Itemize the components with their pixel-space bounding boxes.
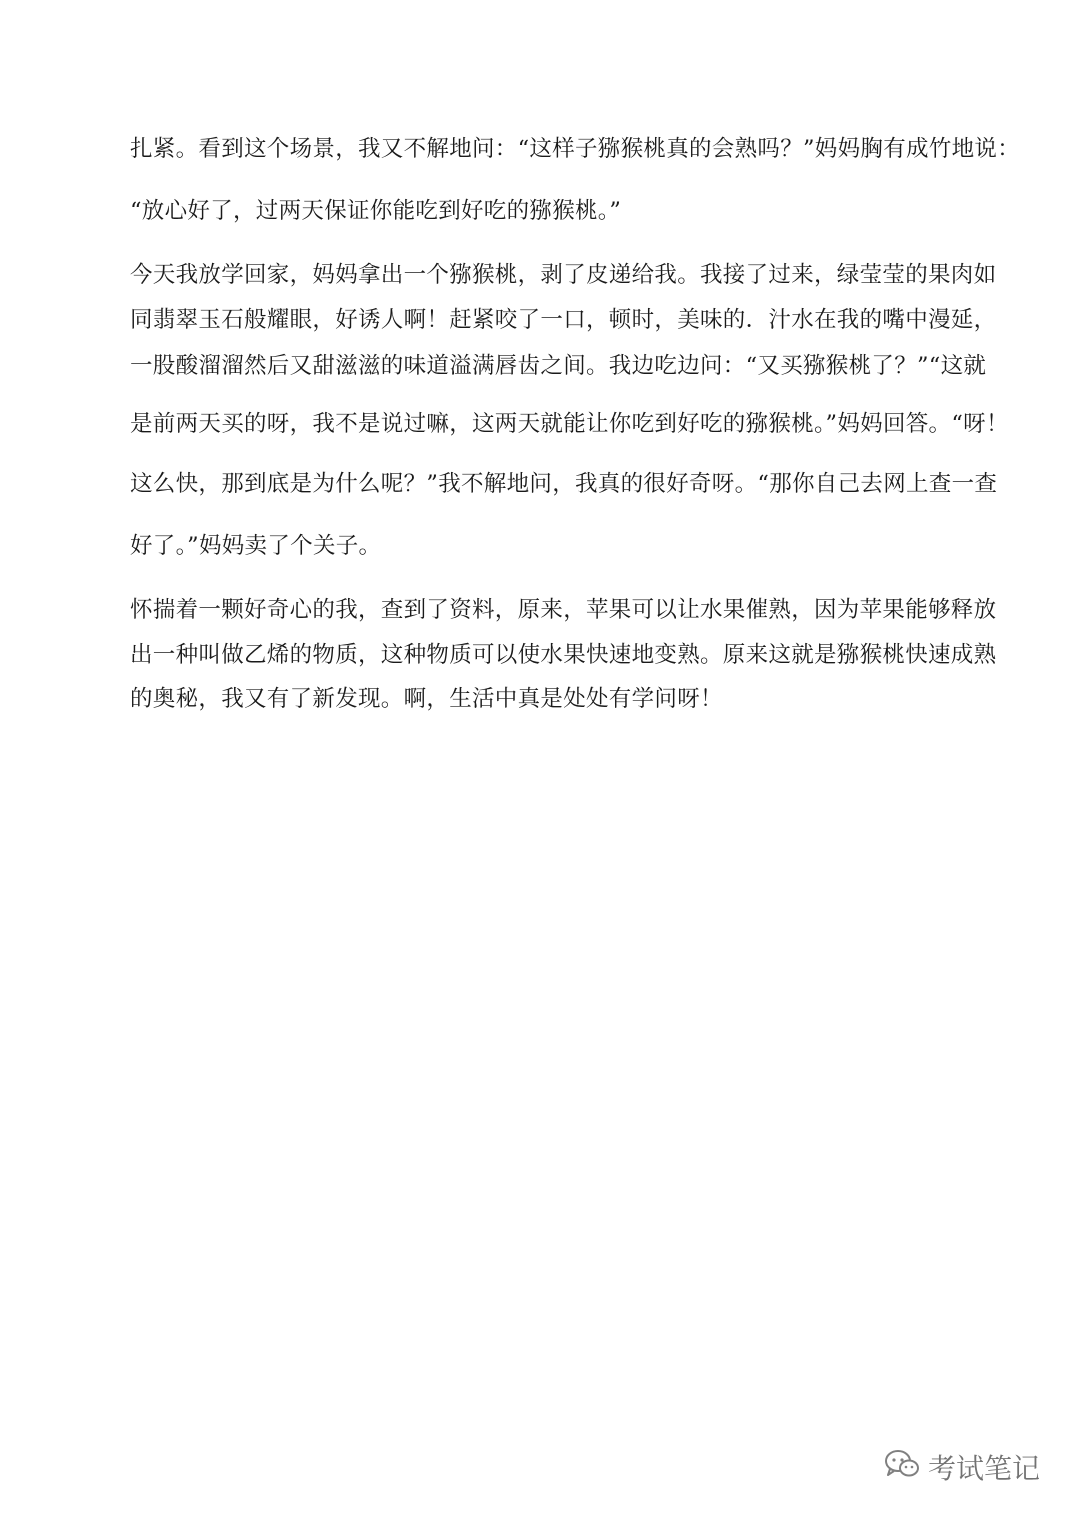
text-line: 好了。”妈妈卖了个关子。 — [130, 533, 382, 559]
text-line: 出一种叫做乙烯的物质，这种物质可以使水果快速地变熟。原来这就是猕猴桃快速成熟 — [130, 642, 997, 668]
wechat-icon — [884, 1448, 920, 1487]
text-line: 的奥秘，我又有了新发现。啊，生活中真是处处有学问呀！ — [130, 686, 723, 712]
text-line: 同翡翠玉石般耀眼，好诱人啊！赶紧咬了一口，顿时，美味的．汁水在我的嘴中漫延， — [130, 307, 997, 333]
text-line: 怀揣着一颗好奇心的我，查到了资料，原来，苹果可以让水果催熟，因为苹果能够释放 — [130, 597, 997, 623]
text-line: 今天我放学回家，妈妈拿出一个猕猴桃，剥了皮递给我。我接了过来，绿莹莹的果肉如 — [130, 262, 997, 288]
text-line: 这么快，那到底是为什么呢？”我不解地问，我真的很好奇呀。“那你自己去网上查一查 — [130, 471, 998, 497]
text-line: “放心好了，过两天保证你能吃到好吃的猕猴桃。” — [130, 198, 622, 224]
watermark — [884, 1447, 1040, 1487]
text-line: 一股酸溜溜然后又甜滋滋的味道溢满唇齿之间。我边吃边问：“又买猕猴桃了？”“这就 — [130, 353, 987, 379]
watermark-text: 考试笔记 — [927, 1452, 1040, 1485]
text-line: 是前两天买的呀，我不是说过嘛，这两天就能让你吃到好吃的猕猴桃。”妈妈回答。“呀！ — [130, 411, 1009, 437]
text-line: 扎紧。看到这个场景，我又不解地问：“这样子猕猴桃真的会熟吗？”妈妈胸有成竹地说： — [130, 136, 1021, 162]
